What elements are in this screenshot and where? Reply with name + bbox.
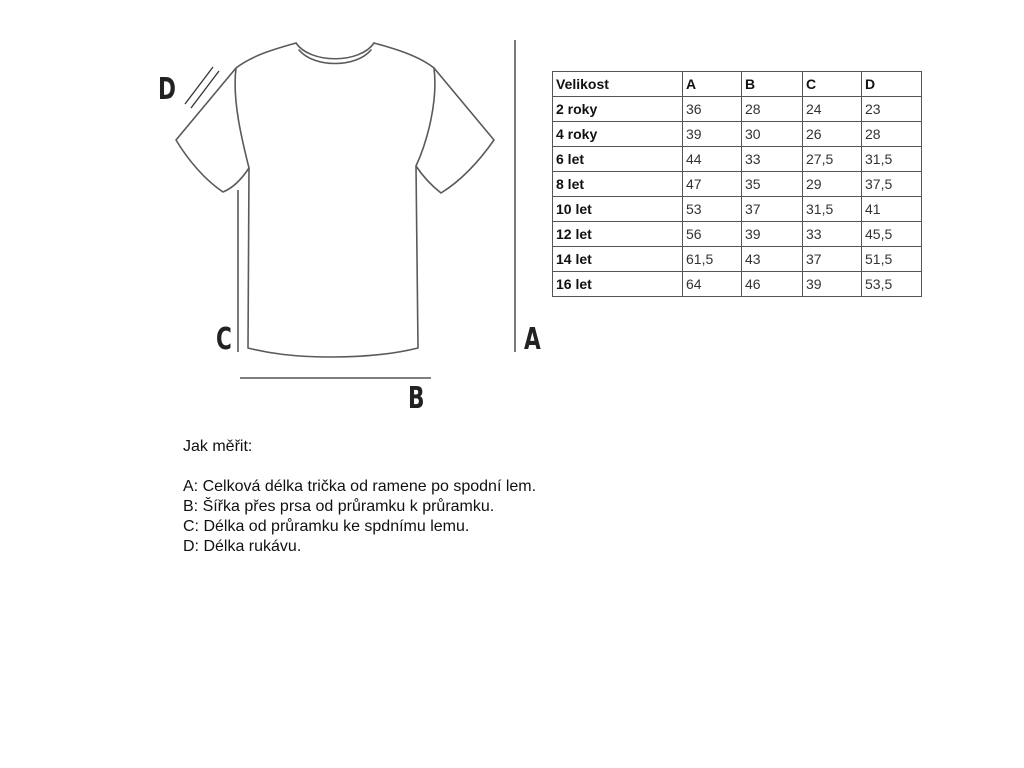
table-header-row [553, 72, 922, 97]
size-label-cell: 12 let [553, 222, 683, 247]
measurement-cell: 37,5 [862, 172, 922, 197]
dimension-label-b: B [408, 381, 425, 416]
measurement-cell: 61,5 [683, 247, 742, 272]
tshirt-right-sleeve-seam [416, 68, 435, 166]
size-label-cell: 2 roky [553, 97, 683, 122]
table-row [553, 197, 922, 222]
instruction-line: B: Šířka přes prsa od průramku k průramku. [183, 498, 495, 515]
measurement-cell: 41 [862, 197, 922, 222]
measurement-cell: 28 [742, 97, 803, 122]
column-header: B [742, 72, 803, 97]
measurement-cell: 45,5 [862, 222, 922, 247]
measurement-cell: 24 [803, 97, 862, 122]
size-label-cell: 16 let [553, 272, 683, 297]
measurement-cell: 39 [803, 272, 862, 297]
instruction-line: D: Délka rukávu. [183, 538, 302, 555]
measurement-cell: 23 [862, 97, 922, 122]
measurement-cell: 46 [742, 272, 803, 297]
size-label-cell: 4 roky [553, 122, 683, 147]
tshirt-left-sleeve-seam [235, 68, 249, 168]
column-header: C [803, 72, 862, 97]
measurement-cell: 53 [683, 197, 742, 222]
size-table [552, 71, 922, 297]
measurement-cell: 37 [803, 247, 862, 272]
table-row [553, 122, 922, 147]
measurement-cell: 51,5 [862, 247, 922, 272]
measurement-cell: 30 [742, 122, 803, 147]
size-label-cell: 14 let [553, 247, 683, 272]
measurement-cell: 37 [742, 197, 803, 222]
instruction-line: C: Délka od průramku ke spdnímu lemu. [183, 518, 470, 535]
measurement-cell: 26 [803, 122, 862, 147]
measurement-cell: 33 [803, 222, 862, 247]
column-header: Velikost [553, 72, 683, 97]
dimension-label-c: C [216, 322, 232, 357]
size-label-cell: 10 let [553, 197, 683, 222]
measurement-cell: 33 [742, 147, 803, 172]
column-header: A [683, 72, 742, 97]
measurement-cell: 31,5 [803, 197, 862, 222]
size-label-cell: 6 let [553, 147, 683, 172]
table-row [553, 222, 922, 247]
measurement-cell: 31,5 [862, 147, 922, 172]
table-row [553, 97, 922, 122]
measurement-cell: 27,5 [803, 147, 862, 172]
measurement-cell: 39 [683, 122, 742, 147]
table-row [553, 147, 922, 172]
measurement-instructions [183, 437, 536, 557]
tshirt-outline [176, 43, 494, 357]
measurement-cell: 53,5 [862, 272, 922, 297]
measurement-cell: 43 [742, 247, 803, 272]
measurement-cell: 44 [683, 147, 742, 172]
measurement-cell: 35 [742, 172, 803, 197]
measurement-cell: 29 [803, 172, 862, 197]
column-header: D [862, 72, 922, 97]
measurement-cell: 39 [742, 222, 803, 247]
measurement-cell: 64 [683, 272, 742, 297]
tshirt-collar-inner [299, 50, 371, 64]
tshirt-measurement-diagram [0, 0, 560, 420]
dimension-label-d: D [158, 72, 176, 107]
size-label-cell: 8 let [553, 172, 683, 197]
table-row [553, 172, 922, 197]
measurement-cell: 56 [683, 222, 742, 247]
instruction-line: A: Celková délka trička od ramene po spodní lem. [183, 478, 537, 495]
table-row [553, 272, 922, 297]
measurement-cell: 47 [683, 172, 742, 197]
instructions-title: Jak měřit: [183, 438, 253, 455]
measurement-cell: 28 [862, 122, 922, 147]
measurement-cell: 36 [683, 97, 742, 122]
dimension-label-a: A [524, 322, 541, 357]
table-row [553, 247, 922, 272]
